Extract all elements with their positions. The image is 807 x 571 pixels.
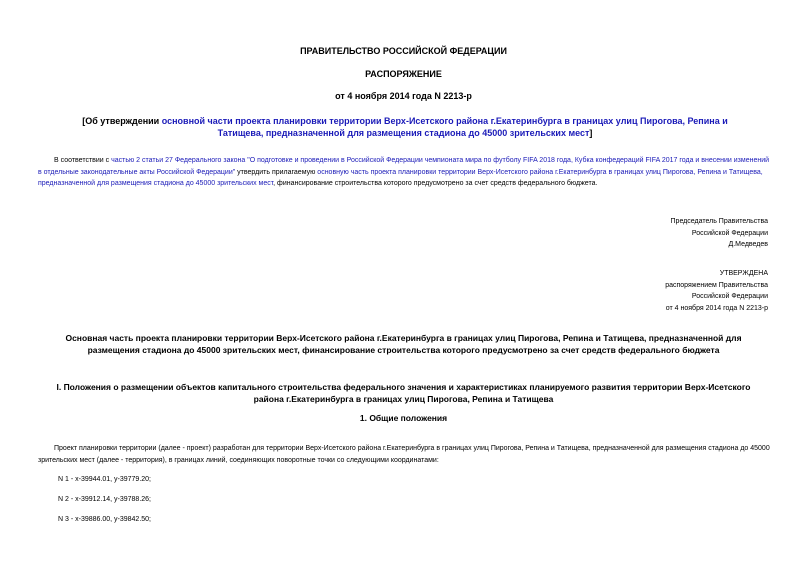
approval-country: Российской Федерации (691, 293, 768, 300)
subject-suffix: ] (589, 128, 593, 138)
document-subject (60, 115, 750, 139)
approval-date: от 4 ноября 2014 года N 2213-р (665, 304, 768, 312)
coordinate-point-2: N 2 - x-39912.14, y-39788.26; (58, 496, 152, 503)
subsection-title: 1. Общие положения (359, 413, 448, 423)
section-title (0, 381, 807, 405)
approval-heading: УТВЕРЖДЕНА (719, 270, 768, 277)
planning-project-link[interactable]: основную часть проекта планировки территории Верх-Исетского района г.Екатеринбурга в границах улиц Пирогова, Репина и Татищева, предназначенной для размещения стадиона до 45000 зрительских мест (38, 168, 763, 187)
coordinate-point-3: N 3 - x-39886.00, y-39842.50; (58, 516, 152, 523)
government-heading: ПРАВИТЕЛЬСТВО РОССИЙСКОЙ ФЕДЕРАЦИИ (300, 46, 507, 56)
subject-link[interactable]: основной части проекта планировки территории Верх-Исетского района г.Екатеринбурга в границах улиц Пирогова, Репина и Татищева, предназначенной для размещения стадиона до 45000 зрительских мест (161, 116, 728, 138)
signature-name: Д.Медведев (728, 241, 768, 248)
document-date-number: от 4 ноября 2014 года N 2213-р (335, 91, 472, 101)
section-title-line1: I. Положения о размещении объектов капитального строительства федерального значения и характеристиках планируемого развития территории Верх-Исетского (56, 382, 751, 392)
section-title-line2: района г.Екатеринбурга в границах улиц Пирогова, Репина и Татищева (253, 394, 554, 404)
subject-prefix: [Об утверждении (82, 116, 162, 126)
signature-title: Председатель Правительства (670, 218, 768, 225)
preamble-paragraph (38, 155, 770, 190)
federal-law-link[interactable]: частью 2 статьи 27 Федерального закона "О подготовке и проведении в Российской Федерации чемпионата мира по футболу FIFA 2018 года, Кубка конфедераций FIFA 2017 года и внесении изменений в отдельные законодательные акты Российской Федерации" (38, 157, 770, 176)
preamble-end: , финансирование строительства которого предусмотрено за счет средств федерального бюджета. (273, 180, 598, 187)
body-paragraph: Проект планировки территории (далее - проект) разработан для территории Верх-Исетского района г.Екатеринбурга в границах улиц Пирогова, Репина и Татищева, предназначенной для размещения стадиона до 45000 зрительских мест (далее - территория), в границах линий, соединяющих поворотные точки со следующими координатами: (38, 445, 770, 464)
coordinate-point-1: N 1 - x-39944.01, y-39779.20; (58, 476, 152, 483)
preamble-intro: В соответствии с (54, 157, 112, 164)
main-title (0, 332, 807, 356)
document-type-heading: РАСПОРЯЖЕНИЕ (365, 69, 442, 79)
signature-country: Российской Федерации (691, 229, 768, 237)
main-title-line1: Основная часть проекта планировки территории Верх-Исетского района г.Екатеринбурга в границах улиц Пирогова, Репина и Татищева, предназначенной для (65, 333, 742, 343)
approval-by: распоряжением Правительства (665, 281, 768, 289)
main-title-line2: размещения стадиона до 45000 зрительских мест, финансирование строительства которого предусмотрено за счет средств федерального бюджета (87, 345, 720, 355)
signature-block (560, 216, 768, 251)
approval-block (560, 268, 768, 314)
preamble-middle: утвердить прилагаемую (235, 168, 318, 176)
